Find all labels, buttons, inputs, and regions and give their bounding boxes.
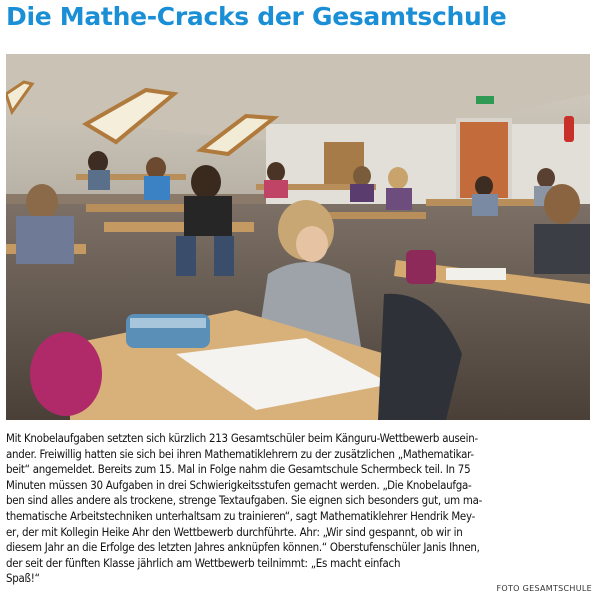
photo-credit: FOTO GESAMTSCHULE xyxy=(496,584,592,593)
article-body xyxy=(6,431,594,587)
article-line: ander. Freiwillig hatten sie sich bei ihren Mathematiklehrern zu der zusätzlichen „Mathematikar- xyxy=(6,446,474,461)
article-line: Spaß!“ xyxy=(6,571,40,586)
article-line: diesem Jahr an die Erfolge des letzten Jahres anknüpfen können.“ Oberstufenschüler Janis Ihnen, xyxy=(6,540,480,555)
article-line: der seit der fünften Klasse jährlich am Wettbewerb teilnimmt: „Es macht einfach xyxy=(6,555,401,570)
article-line: ben sind alles andere als trockene, strenge Textaufgaben. Sie eignen sich besonders gut, um ma- xyxy=(6,493,483,508)
article-line: beit“ angemeldet. Bereits zum 15. Mal in Folge nahm die Gesamtschule Schermbeck teil. In 75 xyxy=(6,462,471,477)
headline: Die Mathe-Cracks der Gesamtschule xyxy=(6,2,507,31)
article-line: Mit Knobelaufgaben setzten sich kürzlich 213 Gesamtschüler beim Känguru-Wettbewerb ausein- xyxy=(6,431,478,445)
article-line: thematische Arbeitstechniken unterhaltsam zu trainieren“, sagt Mathematiklehrer Hendrik Mey- xyxy=(6,508,476,523)
article-line: er, der mit Kollegin Heike Ahr den Wettbewerb durchführte. Ahr: „Wir sind gespannt, ob wir in xyxy=(6,524,463,539)
classroom-photo xyxy=(6,54,590,420)
article-line: Minuten müssen 30 Aufgaben in drei Schwierigkeitsstufen gemacht werden. „Die Knobelaufga- xyxy=(6,477,472,492)
